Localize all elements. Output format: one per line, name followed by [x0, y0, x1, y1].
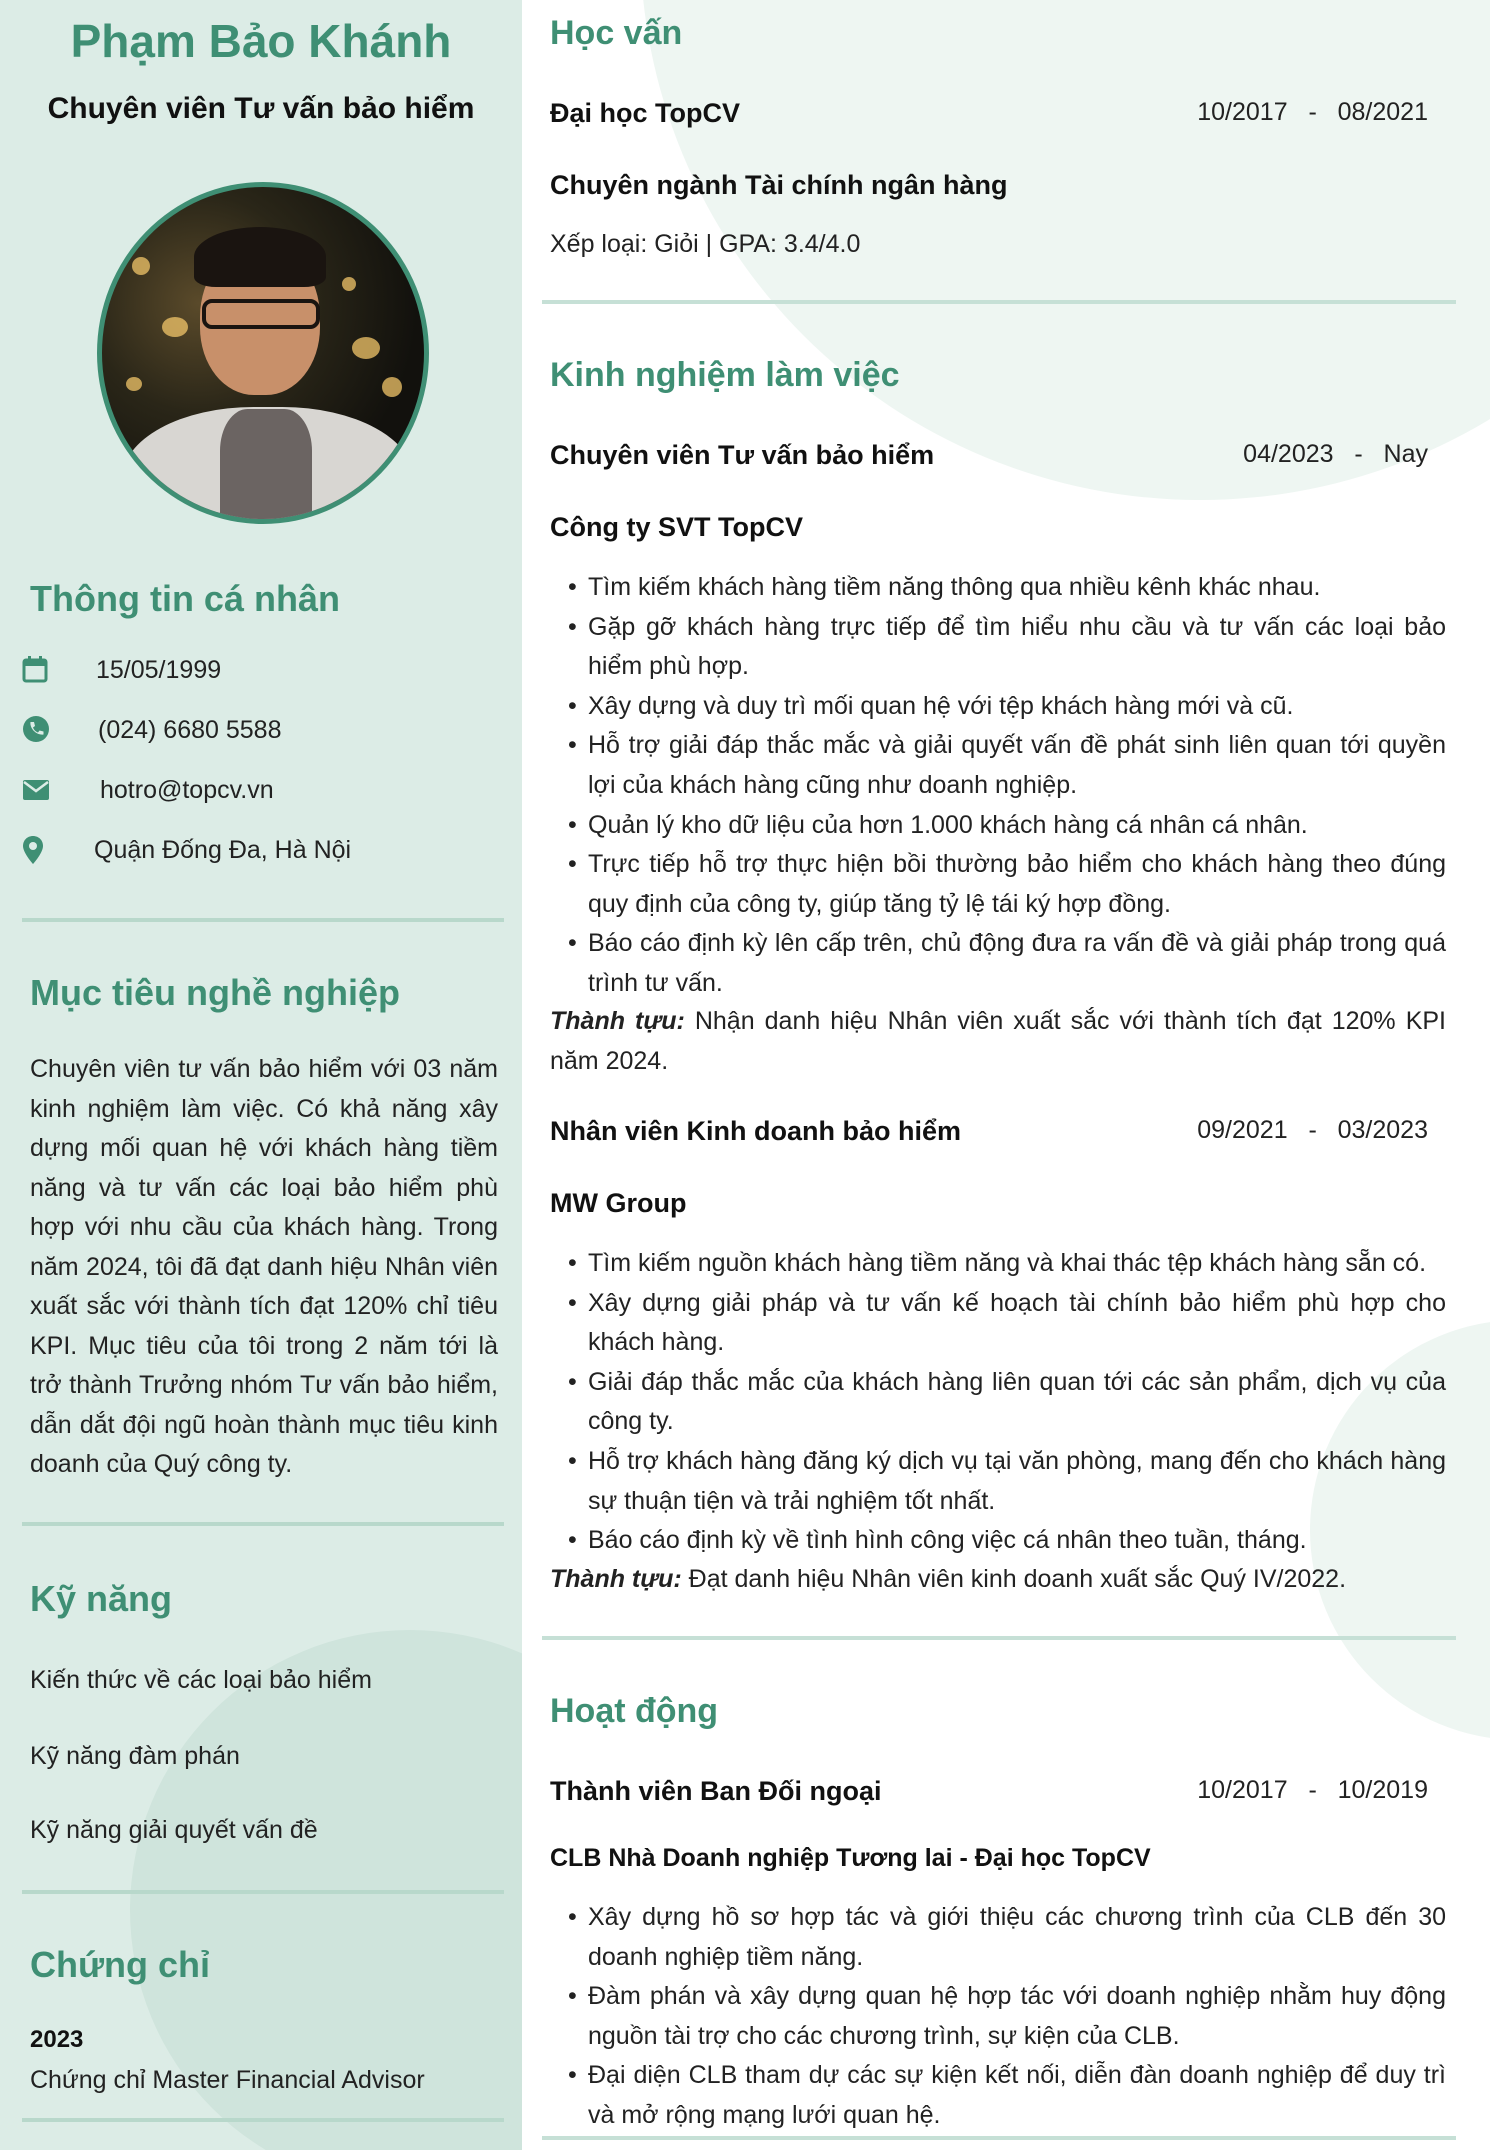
list-item: • Hỗ trợ khách hàng đăng ký dịch vụ tại văn phòng, mang đến cho khách hàng sự thuận tiện và trải nghiệm tốt nhất. — [566, 1442, 1446, 1521]
location-pin-icon — [22, 835, 52, 865]
education-date: 10/2017 - 08/2021 — [1197, 98, 1428, 126]
experience-heading: Kinh nghiệm làm việc — [550, 356, 900, 394]
activity-date: 10/2017 - 10/2019 — [1197, 1776, 1428, 1804]
skill-item: Kỹ năng đàm phán — [30, 1742, 240, 1770]
sidebar — [0, 0, 522, 2150]
job-title: Chuyên viên Tư vấn bảo hiểm — [550, 440, 935, 470]
job-date: 09/2021 - 03/2023 — [1197, 1116, 1428, 1144]
avatar — [97, 182, 429, 524]
divider — [542, 2136, 1456, 2140]
list-item: • Xây dựng giải pháp và tư vấn kế hoạch tài chính bảo hiểm phù hợp cho khách hàng. — [566, 1284, 1446, 1363]
skill-item: Kỹ năng giải quyết vấn đề — [30, 1816, 318, 1844]
phone-icon — [22, 715, 52, 745]
job-date: 04/2023 - Nay — [1243, 440, 1428, 468]
calendar-icon — [22, 655, 52, 685]
list-item: • Xây dựng và duy trì mối quan hệ với tệp khách hàng mới và cũ. — [566, 687, 1446, 727]
divider — [542, 1636, 1456, 1640]
candidate-title: Chuyên viên Tư vấn bảo hiểm — [47, 92, 475, 125]
objective-heading: Mục tiêu nghề nghiệp — [30, 972, 400, 1013]
achievement-label: Thành tựu: — [550, 1007, 685, 1035]
divider — [22, 918, 504, 922]
skills-heading: Kỹ năng — [30, 1578, 173, 1619]
list-item: • Hỗ trợ giải đáp thắc mắc và giải quyết vấn đề phát sinh liên quan tới quyền lợi của khách hàng cũng như doanh nghiệp. — [566, 726, 1446, 805]
job-achievement — [550, 1002, 1446, 1081]
job-achievement — [550, 1560, 1446, 1600]
activities-heading: Hoạt động — [550, 1692, 719, 1730]
list-item: • Giải đáp thắc mắc của khách hàng liên quan tới các sản phẩm, dịch vụ của công ty. — [566, 1363, 1446, 1442]
job-company: Công ty SVT TopCV — [550, 512, 803, 542]
contact-text: hotro@topcv.vn — [100, 775, 274, 804]
list-item: • Báo cáo định kỳ về tình hình công việc cá nhân theo tuần, tháng. — [566, 1521, 1446, 1561]
objective-text: Chuyên viên tư vấn bảo hiểm với 03 năm kinh nghiệm làm việc. Có khả năng xây dựng mối quan hệ với khách hàng tiềm năng và tư vấn các loại bảo hiểm phù hợp với nhu cầu của khách hàng. Trong năm 2024, tôi đã đạt danh hiệu Nhân viên xuất sắc với thành tích đạt 120% chỉ tiêu KPI. Mục tiêu của tôi trong 2 năm tới là trở thành Trưởng nhóm Tư vấn bảo hiểm, dẫn dắt đội ngũ hoàn thành mục tiêu kinh doanh của Quý công ty. — [30, 1055, 498, 1478]
list-item: • Xây dựng hồ sơ hợp tác và giới thiệu các chương trình của CLB đến 30 doanh nghiệp tiềm năng. — [566, 1898, 1446, 1977]
list-item: • Quản lý kho dữ liệu của hơn 1.000 khách hàng cá nhân cá nhân. — [566, 806, 1446, 846]
list-item: • Tìm kiếm khách hàng tiềm năng thông qua nhiều kênh khác nhau. — [566, 568, 1446, 608]
divider — [22, 1522, 504, 1526]
certificate-name: Chứng chỉ Master Financial Advisor — [30, 2066, 425, 2094]
achievement-text: Nhận danh hiệu Nhân viên xuất sắc với thành tích đạt 120% KPI năm 2024. — [550, 1007, 1446, 1075]
candidate-name: Phạm Bảo Khánh — [70, 15, 452, 67]
school-name: Đại học TopCV — [550, 98, 741, 128]
list-item: • Tìm kiếm nguồn khách hàng tiềm năng và khai thác tệp khách hàng sẵn có. — [566, 1244, 1446, 1284]
divider — [22, 1890, 504, 1894]
skill-item: Kiến thức về các loại bảo hiểm — [30, 1666, 372, 1694]
list-item: • Trực tiếp hỗ trợ thực hiện bồi thường bảo hiểm cho khách hàng theo đúng quy định của công ty, giúp tăng tỷ lệ tái ký hợp đồng. — [566, 845, 1446, 924]
activity-org: CLB Nhà Doanh nghiệp Tương lai - Đại học TopCV — [550, 1844, 1151, 1872]
divider — [22, 2118, 504, 2122]
activity-bullets — [566, 1898, 1446, 2136]
list-item: • Đàm phán và xây dựng quan hệ hợp tác với doanh nghiệp nhằm huy động nguồn tài trợ cho các chương trình, sự kiện của CLB. — [566, 1977, 1446, 2056]
activity-role: Thành viên Ban Đối ngoại — [550, 1776, 882, 1806]
achievement-label: Thành tựu: — [550, 1565, 682, 1593]
achievement-text: Đạt danh hiệu Nhân viên kinh doanh xuất sắc Quý IV/2022. — [681, 1565, 1347, 1593]
job-title: Nhân viên Kinh doanh bảo hiểm — [550, 1116, 962, 1146]
contact-text: (024) 6680 5588 — [98, 715, 282, 744]
list-item: • Báo cáo định kỳ lên cấp trên, chủ động đưa ra vấn đề và giải pháp trong quá trình tư vấn. — [566, 924, 1446, 1003]
divider — [542, 300, 1456, 304]
personal-info-heading: Thông tin cá nhân — [30, 578, 340, 619]
contact-address — [22, 832, 351, 868]
list-item: • Đại diện CLB tham dự các sự kiện kết nối, diễn đàn doanh nghiệp để duy trì và mở rộng mạng lưới quan hệ. — [566, 2056, 1446, 2135]
job-company: MW Group — [550, 1188, 687, 1218]
email-icon — [22, 775, 52, 805]
contact-birthday — [22, 652, 221, 688]
contact-text: Quận Đống Đa, Hà Nội — [94, 835, 352, 864]
contact-email — [22, 772, 274, 808]
job-bullets — [566, 1244, 1446, 1561]
education-heading: Học vấn — [550, 14, 683, 52]
job-bullets — [566, 568, 1446, 1004]
education-major: Chuyên ngành Tài chính ngân hàng — [550, 170, 1008, 200]
contact-text: 15/05/1999 — [96, 655, 222, 684]
certificates-heading: Chứng chỉ — [30, 1944, 211, 1985]
contact-phone — [22, 712, 281, 748]
list-item: • Gặp gỡ khách hàng trực tiếp để tìm hiểu nhu cầu và tư vấn các loại bảo hiểm phù hợp. — [566, 608, 1446, 687]
certificate-year: 2023 — [30, 2026, 84, 2053]
education-grade: Xếp loại: Giỏi | GPA: 3.4/4.0 — [550, 230, 861, 258]
